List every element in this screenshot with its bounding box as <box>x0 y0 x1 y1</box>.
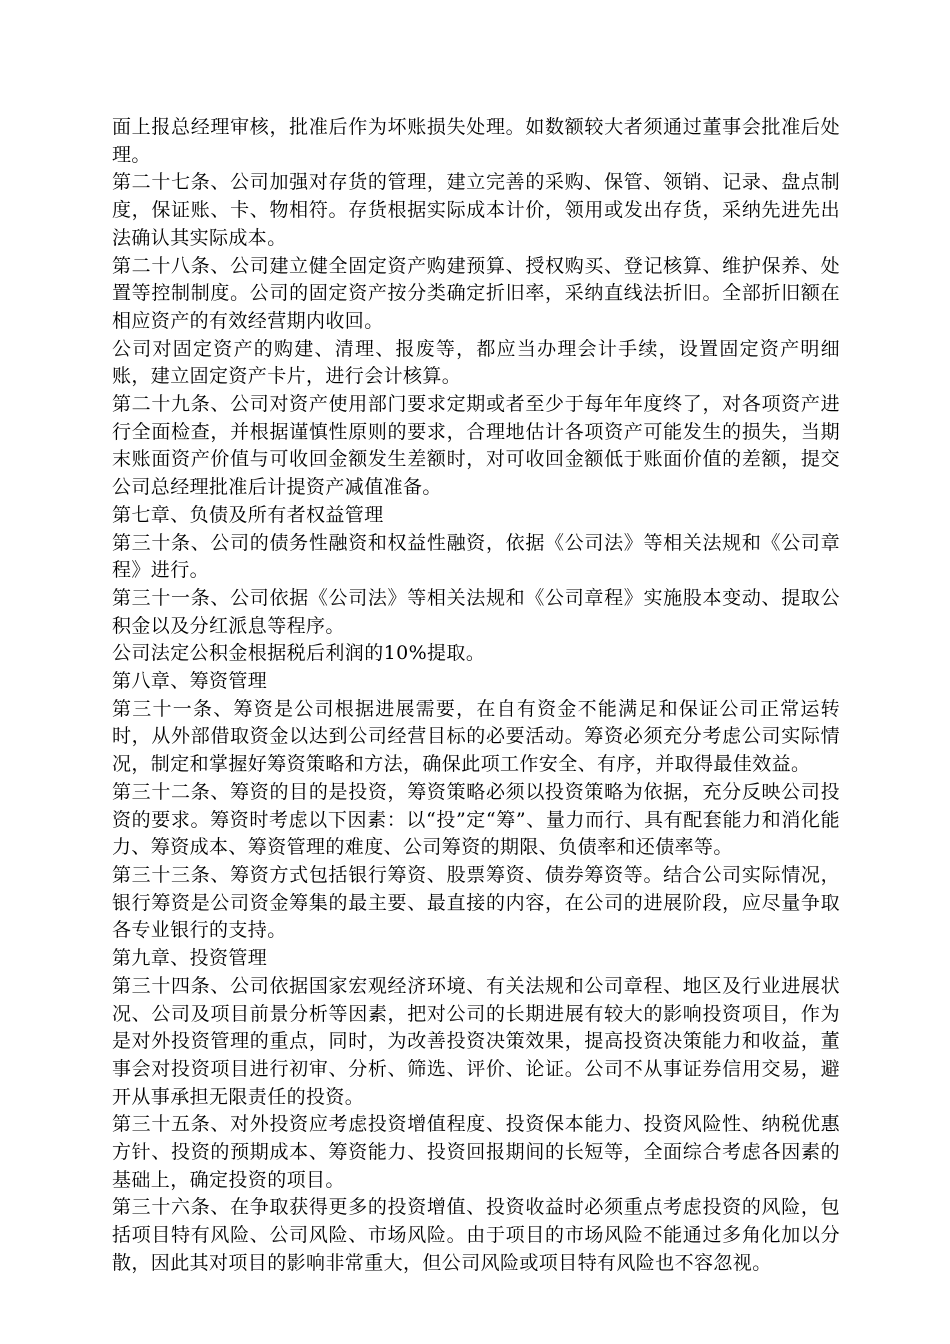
chapter-8-heading: 第八章、筹资管理 <box>112 670 268 693</box>
paragraph-article-31-equity: 第三十一条、公司依据《公司法》等相关法规和《公司章程》实施股本变动、提取公积金以及分红派息等程序。 <box>112 586 840 637</box>
chapter-9-heading: 第九章、投资管理 <box>112 947 268 970</box>
paragraph-article-33: 第三十三条、筹资方式包括银行筹资、股票筹资、债券筹资等。结合公司实际情况，银行筹资是公司资金筹集的最主要、最直接的内容，在公司的进展阶段，应尽量争取各专业银行的支持。 <box>112 863 840 942</box>
paragraph-article-31-financing: 第三十一条、筹资是公司根据进展需要，在自有资金不能满足和保证公司正常运转时，从外部借取资金以达到公司经营目标的必要活动。筹资必须充分考虑公司实际情况，制定和掌握好筹资策略和方法，确保此项工作安全、有序，并取得最佳效益。 <box>112 697 840 776</box>
paragraph-article-34: 第三十四条、公司依据国家宏观经济环境、有关法规和公司章程、地区及行业进展状况、公司及项目前景分析等因素，把对公司的长期进展有较大的影响投资项目，作为是对外投资管理的重点，同时，为改善投资决策效果，提高投资决策能力和收益，董事会对投资项目进行初审、分析、筛选、评价、论证。公司不从事证券信用交易，避开从事承担无限责任的投资。 <box>112 974 840 1108</box>
paragraph-article-27: 第二十七条、公司加强对存货的管理，建立完善的采购、保管、领销、记录、盘点制度，保证账、卡、物相符。存货根据实际成本计价，领用或发出存货，采纳先进先出法确认其实际成本。 <box>112 171 840 249</box>
paragraph-article-35: 第三十五条、对外投资应考虑投资增值程度、投资保本能力、投资风险性、纳税优惠方针、投资的预期成本、筹资能力、投资回报期间的长短等，全面综合考虑各因素的基础上，确定投资的项目。 <box>112 1113 840 1191</box>
paragraph-bad-debt-continuation: 面上报总经理审核，批准后作为坏账损失处理。如数额较大者须通过董事会批准后处理。 <box>112 116 840 166</box>
paragraph-statutory-reserve: 公司法定公积金根据税后利润的10%提取。 <box>112 642 486 665</box>
paragraph-fixed-asset-accounting: 公司对固定资产的购建、清理、报废等，都应当办理会计手续，设置固定资产明细账，建立固定资产卡片，进行会计核算。 <box>112 337 840 388</box>
paragraph-article-29: 第二十九条、公司对资产使用部门要求定期或者至少于每年年度终了，对各项资产进行全面检查，并根据谨慎性原则的要求，合理地估计各项资产可能发生的损失，当期末账面资产价值与可收回金额发生差额时，对可收回金额低于账面价值的差额，提交公司总经理批准后计提资产减值准备。 <box>112 393 840 499</box>
document-body <box>112 114 840 1278</box>
chapter-7-heading: 第七章、负债及所有者权益管理 <box>112 503 384 526</box>
paragraph-article-36: 第三十六条、在争取获得更多的投资增值、投资收益时必须重点考虑投资的风险，包括项目特有风险、公司风险、市场风险。由于项目的市场风险不能通过多角化加以分散，因此其对项目的影响非常重大，但公司风险或项目特有风险也不容忽视。 <box>112 1196 840 1274</box>
paragraph-article-30: 第三十条、公司的债务性融资和权益性融资，依据《公司法》等相关法规和《公司章程》进行。 <box>112 531 840 582</box>
paragraph-article-32: 第三十二条、筹资的目的是投资，筹资策略必须以投资策略为依据，充分反映公司投资的要求。筹资时考虑以下因素：以“投”定“筹”、量力而行、具有配套能力和消化能力、筹资成本、筹资管理的难度、公司筹资的期限、负债率和还债率等。 <box>112 780 840 859</box>
paragraph-article-28: 第二十八条、公司建立健全固定资产购建预算、授权购买、登记核算、维护保养、处置等控制制度。公司的固定资产按分类确定折旧率，采纳直线法折旧。全部折旧额在相应资产的有效经营期内收回。 <box>112 254 840 332</box>
